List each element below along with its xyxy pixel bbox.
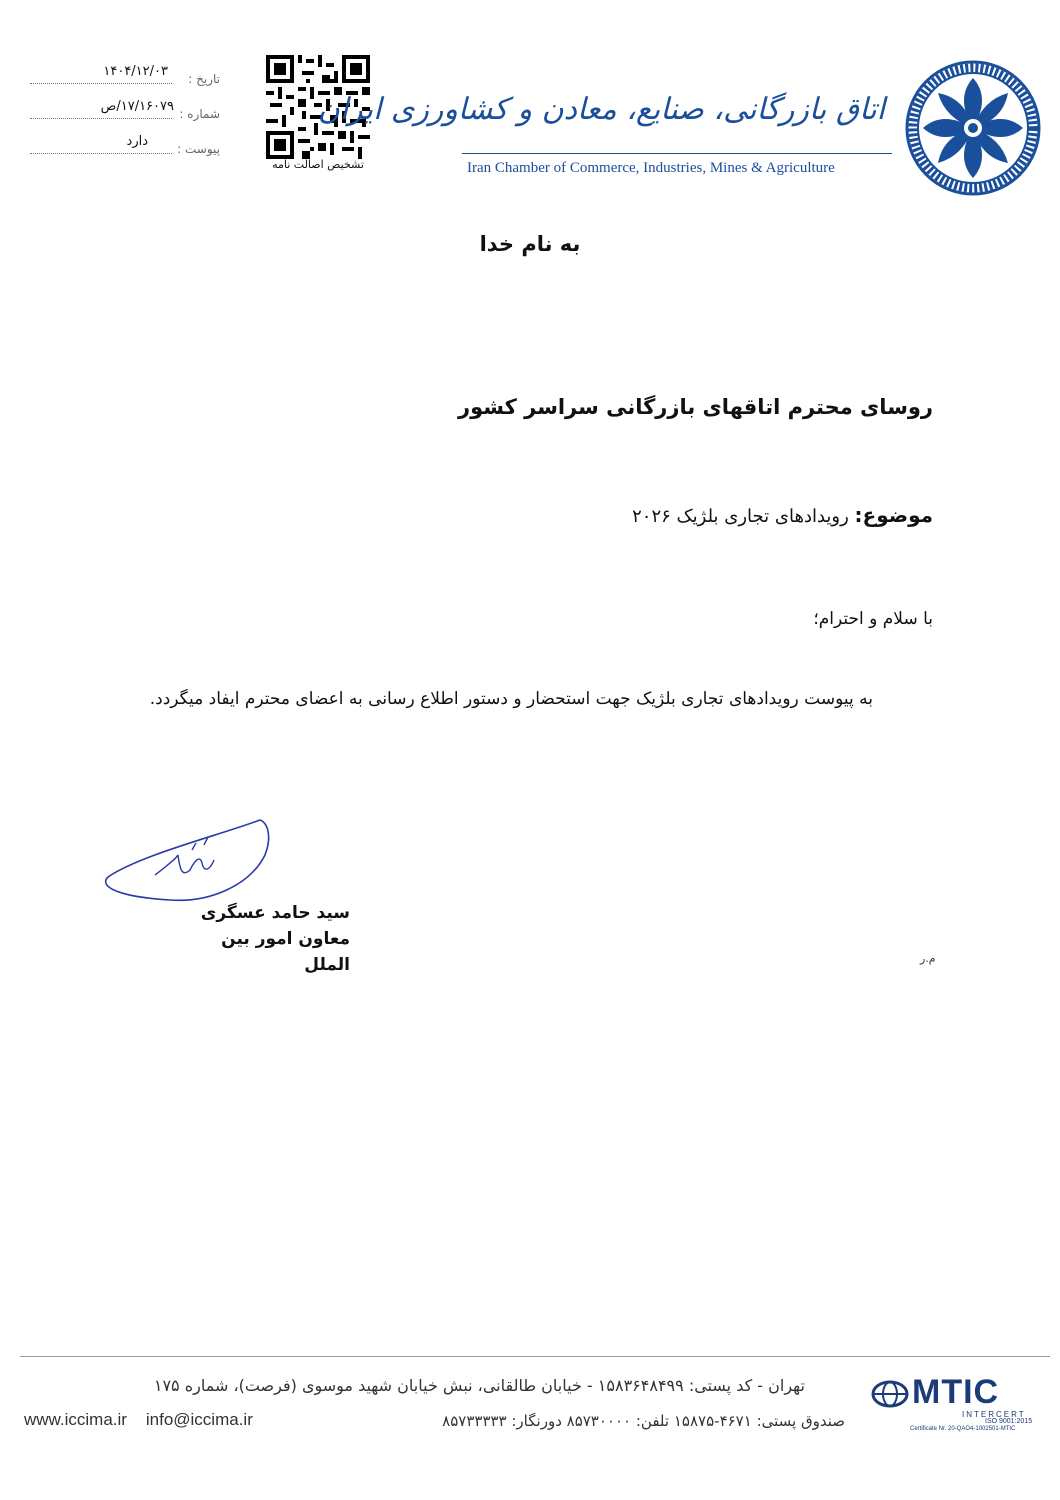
number-label: شماره :: [179, 107, 220, 121]
subject-line: [632, 503, 933, 527]
attachment-dots: [30, 153, 172, 154]
typist-initials: م.ر: [920, 952, 936, 965]
mtic-logo-text: MTIC: [912, 1373, 1000, 1411]
qr-caption: تشخیص اصالت نامه: [272, 158, 364, 171]
footer-divider: [20, 1356, 1050, 1357]
chamber-logo: [903, 58, 1043, 198]
chamber-emblem-icon: [903, 58, 1043, 198]
attachment-value: دارد: [126, 134, 148, 149]
date-dots: [30, 83, 172, 84]
attachment-row: [30, 134, 220, 160]
date-label: تاریخ :: [188, 72, 220, 86]
date-row: [30, 64, 220, 90]
header-divider: [462, 153, 892, 154]
greeting: با سلام و احترام؛: [813, 609, 933, 629]
signer-name: سید حامد عسگری: [200, 903, 350, 923]
certificate-number: Certificate Nr. 20-QAO4-1002501-MTIC: [910, 1426, 1016, 1432]
recipient: روسای محترم اتاقهای بازرگانی سراسر کشور: [457, 395, 933, 419]
bismillah-heading: به نام خدا: [479, 232, 581, 256]
intercert-text: INTERCERT: [962, 1410, 1026, 1419]
footer-contact: صندوق پستی: ۴۶۷۱-۱۵۸۷۵ تلفن: ۸۵۷۳۰۰۰۰ دورنگار: ۸۵۷۳۳۳۳۳: [442, 1412, 845, 1430]
subject-text: رویدادهای تجاری بلژیک ۲۰۲۶: [632, 506, 849, 527]
signer-block: [180, 900, 350, 978]
certification-logo: [870, 1374, 1046, 1434]
website-link[interactable]: www.iccima.ir: [24, 1410, 127, 1429]
subject-label: موضوع:: [854, 503, 933, 527]
org-name-en: Iran Chamber of Commerce, Industries, Mines & Agriculture: [467, 160, 835, 176]
email-link[interactable]: info@iccima.ir: [145, 1410, 253, 1429]
number-row: [30, 99, 220, 125]
date-value: ۱۴۰۴/۱۲/۰۳: [103, 64, 168, 79]
footer-web: [24, 1410, 253, 1430]
attachment-label: پیوست :: [177, 142, 220, 156]
iso-text: ISO 9001:2015: [985, 1418, 1033, 1425]
signer-title: معاون امور بین الملل: [221, 929, 350, 975]
number-dots: [30, 118, 172, 119]
body-paragraph: به پیوست رویدادهای تجاری بلژیک جهت استحضار و دستور اطلاع رسانی به اعضای محترم ایفاد میگردد.: [149, 689, 873, 709]
footer-address: تهران - کد پستی: ۱۵۸۳۶۴۸۴۹۹ - خیابان طالقانی، نبش خیابان شهید موسوی (فرصت)، شماره ۱۷۵: [153, 1376, 805, 1395]
org-name-fa: اتاق بازرگانی، صنایع، معادن و کشاورزی ایران: [317, 92, 885, 127]
number-value: ۱۷/۱۶۰۷۹/ص: [100, 99, 174, 114]
